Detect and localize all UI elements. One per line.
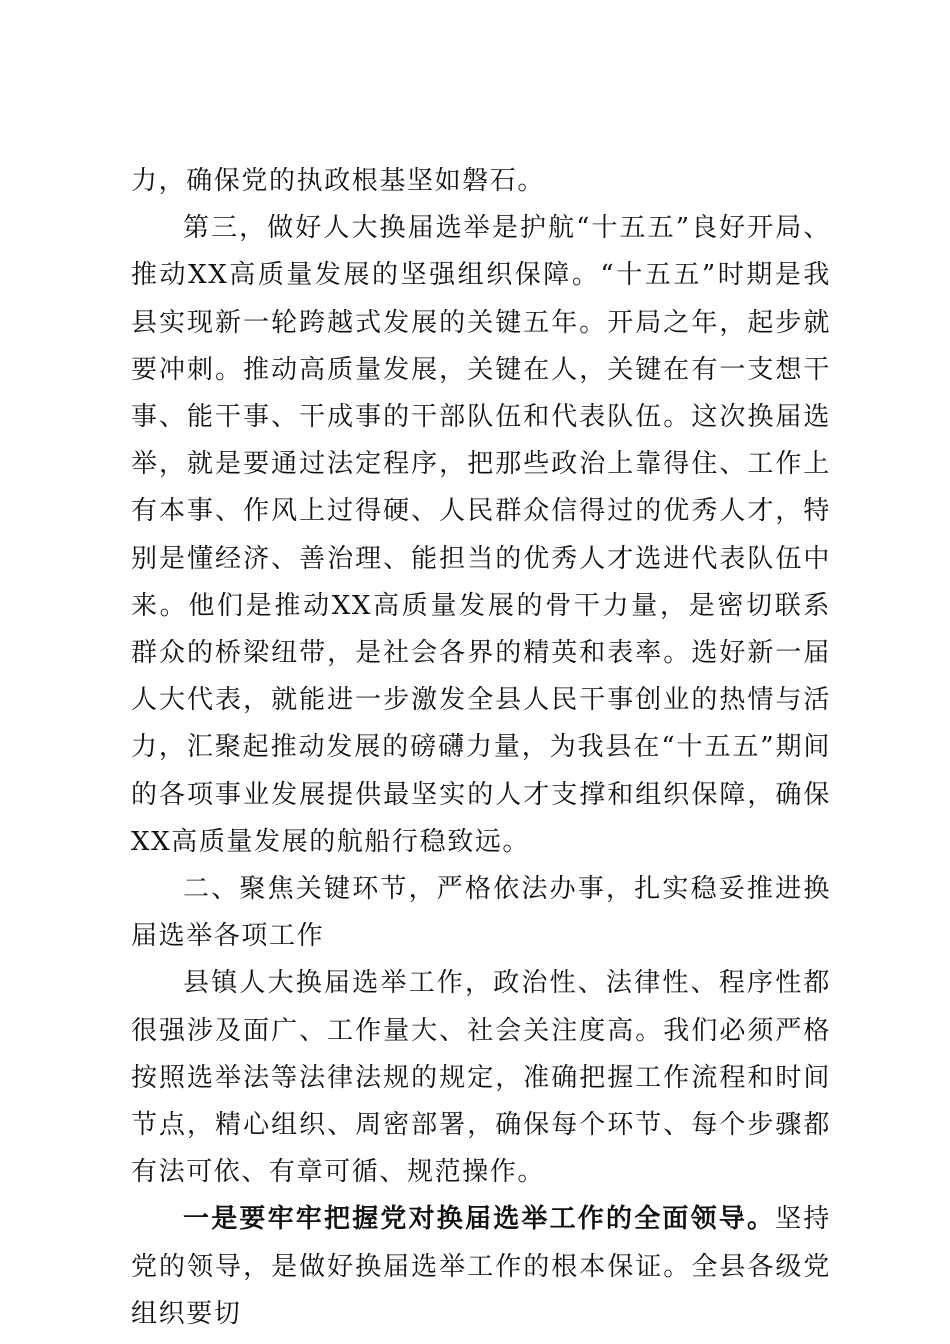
bold-lead-sentence: 一是要牢牢把握党对换届选举工作的全面领导。 xyxy=(183,1204,776,1235)
paragraph-text: 第三，做好人大换届选举是护航“十五五”良好开局、推动XX高质量发展的坚强组织保障。“十五五”时期是我县实现新一轮跨越式发展的关键五年。开局之年，起步就要冲刺。推动高质量发展，关键在人，关键在有一支想干事、能干事、干成事的干部队伍和代表队伍。这次换届选举，就是要通过法定程序，把那些政治上靠得住、工作上有本事、作风上过得硬、人民群众信得过的优秀人才，特别是懂经济、善治理、能担当的优秀人才选进代表队伍中来。他们是推动XX高质量发展的骨干力量，是密切联系群众的桥梁纽带，是社会各界的精英和表率。选好新一届人大代表，就能进一步激发全县人民干事创业的热情与活力，汇聚起推动发展的磅礴力量，为我县在“十五五”期间的各项事业发展提供最坚实的人才支撑和组织保障，确保XX高质量发展的航船行稳致远。 xyxy=(131,213,831,857)
paragraph-continuation xyxy=(131,158,831,205)
paragraph-text: 坚持党的领导，是做好换届选举工作的根本保证。全县各级党组织要切 xyxy=(131,1204,832,1329)
heading-text: 二、聚焦关键环节，严格依法办事，扎实稳妥推进换届选举各项工作 xyxy=(131,874,831,952)
section-heading-two xyxy=(131,866,831,960)
paragraph-third-point xyxy=(131,205,831,866)
paragraph-text: 县镇人大换届选举工作，政治性、法律性、程序性都很强涉及面广、工作量大、社会关注度高。我们必须严格按照选举法等法律法规的规定，准确把握工作流程和时间节点，精心组织、周密部署，确保每个环节、每个步骤都有法可依、有章可循、规范操作。 xyxy=(131,968,831,1188)
document-body xyxy=(131,158,831,1338)
paragraph-party-leadership xyxy=(131,1196,831,1338)
paragraph-election-work xyxy=(131,960,831,1196)
paragraph-text: 力，确保党的执政根基坚如磐石。 xyxy=(131,166,546,196)
